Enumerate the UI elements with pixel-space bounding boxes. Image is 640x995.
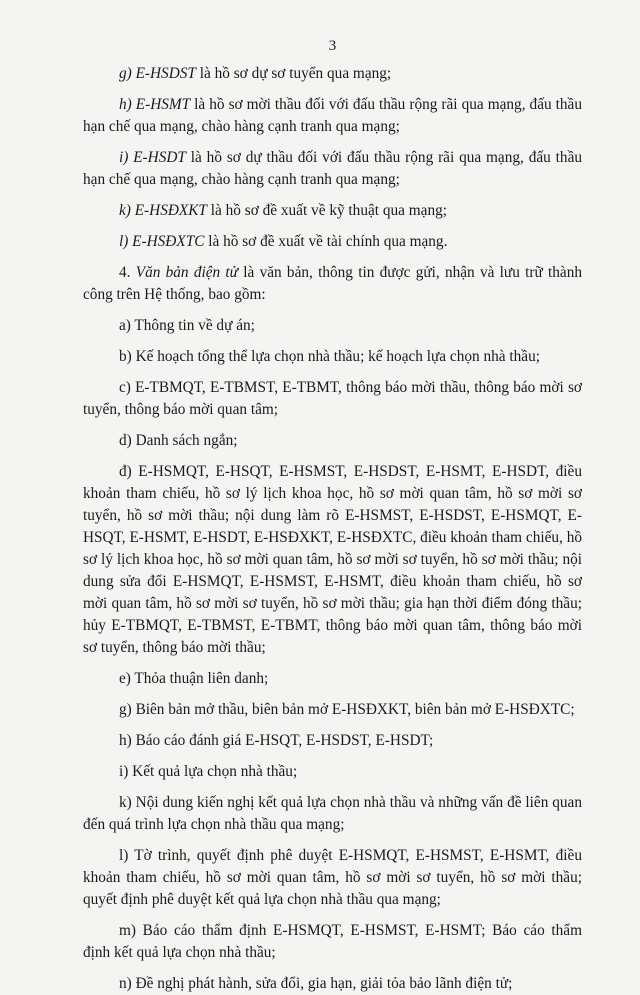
term-label: h) E-HSMT bbox=[119, 96, 191, 113]
list-item-g: g) Biên bản mở thầu, biên bản mở E-HSĐXKT, biên bản mở E-HSĐXTC; bbox=[119, 701, 575, 718]
definition-l bbox=[83, 231, 582, 253]
list-item-n: n) Đề nghị phát hành, sửa đổi, gia hạn, giải tỏa bảo lãnh điện tử; bbox=[119, 975, 513, 992]
term-label: Văn bản điện tử bbox=[135, 264, 239, 281]
list-item-l: l) Tờ trình, quyết định phê duyệt E-HSMQT, E-HSMST, E-HSMT, điều khoản tham chiếu, hồ sơ mời quan tâm, hồ sơ mời sơ tuyển, hồ sơ mời thầu; quyết định phê duyệt kết quả lựa chọn nhà thầu qua mạng; bbox=[83, 847, 582, 908]
page-number: 3 bbox=[328, 38, 337, 54]
definition-h bbox=[83, 94, 582, 138]
term-label: l) E-HSĐXTC bbox=[119, 233, 205, 250]
definition-text: là hồ sơ dự thầu đối với đấu thầu rộng rãi qua mạng, đấu thầu hạn chế qua mạng, chào hàng cạnh tranh qua mạng; bbox=[83, 149, 583, 188]
list-item-dd: đ) E-HSMQT, E-HSQT, E-HSMST, E-HSDST, E-HSMT, E-HSDT, điều khoản tham chiếu, hồ sơ lý lịch khoa học, hồ sơ mời quan tâm, hồ sơ mời sơ tuyển, hồ sơ mời thầu; nội dung làm rõ E-HSMST, E-HSDST, E-HSMQT, E-HSQT, E-HSMT, E-HSDT, E-HSĐXKT, E-HSĐXTC, điều khoản tham chiếu, hồ sơ lý lịch khoa học, hồ sơ mời quan tâm, hồ sơ mời sơ tuyển, hồ sơ mời thầu; nội dung sửa đổi E-HSMQT, E-HSMST, E-HSMT, điều khoản tham chiếu, hồ sơ mời quan tâm, hồ sơ mời sơ tuyển, hồ sơ mời thầu; gia hạn thời điểm đóng thầu; hủy E-TBMQT, E-TBMST, E-TBMT, thông báo mời quan tâm, thông báo mời sơ tuyển, thông báo mời thầu; bbox=[83, 463, 582, 656]
term-label: k) E-HSĐXKT bbox=[119, 202, 207, 219]
section-number: 4. bbox=[119, 264, 136, 281]
definition-text: là hồ sơ mời thầu đối với đấu thầu rộng rãi qua mạng, đấu thầu hạn chế qua mạng, chào hàng cạnh tranh qua mạng; bbox=[83, 96, 582, 135]
definition-text: là hồ sơ đề xuất về tài chính qua mạng. bbox=[204, 233, 448, 250]
list-item-a: a) Thông tin về dự án; bbox=[119, 317, 255, 334]
definition-text: là văn bản, thông tin được gửi, nhận và lưu trữ thành công trên Hệ thống, bao gồm: bbox=[83, 264, 582, 303]
definition-g bbox=[83, 63, 582, 85]
definition-text: là hồ sơ đề xuất về kỹ thuật qua mạng; bbox=[206, 202, 447, 219]
list-item-k: k) Nội dung kiến nghị kết quả lựa chọn nhà thầu và những vấn đề liên quan đến quá trình lựa chọn nhà thầu qua mạng; bbox=[83, 794, 582, 833]
list-item-e: e) Thỏa thuận liên danh; bbox=[119, 670, 269, 687]
list-item-m: m) Báo cáo thẩm định E-HSMQT, E-HSMST, E-HSMT; Báo cáo thẩm định kết quả lựa chọn nhà thầu; bbox=[83, 922, 582, 961]
list-item-h: h) Báo cáo đánh giá E-HSQT, E-HSDST, E-HSDT; bbox=[119, 732, 434, 749]
definition-k bbox=[83, 200, 582, 222]
list-item-b: b) Kế hoạch tổng thể lựa chọn nhà thầu; kế hoạch lựa chọn nhà thầu; bbox=[119, 348, 540, 365]
list-item-c: c) E-TBMQT, E-TBMST, E-TBMT, thông báo mời thầu, thông báo mời sơ tuyển, thông báo mời quan tâm; bbox=[83, 379, 582, 418]
term-label: g) E-HSDST bbox=[119, 65, 196, 82]
list-item-i: i) Kết quả lựa chọn nhà thầu; bbox=[119, 763, 298, 780]
term-label: i) E-HSDT bbox=[119, 149, 186, 166]
definition-text: là hồ sơ dự sơ tuyển qua mạng; bbox=[195, 65, 392, 82]
list-item-d: d) Danh sách ngắn; bbox=[119, 432, 238, 449]
section-4-intro bbox=[83, 262, 582, 306]
definition-i bbox=[83, 147, 582, 191]
